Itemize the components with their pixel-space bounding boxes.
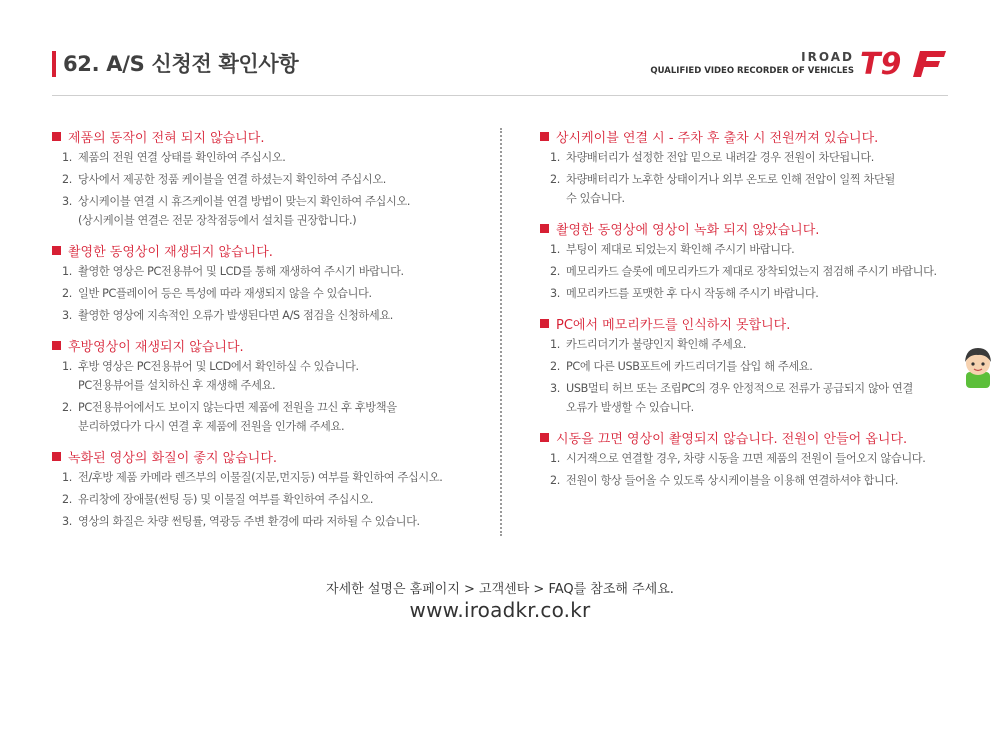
header-rule (52, 95, 948, 96)
item-text-line: (상시케이블 연결은 전문 장착점등에서 설치를 권장합니다.) (78, 214, 357, 227)
item-number: 3. (550, 287, 560, 300)
item-number: 3. (62, 515, 72, 528)
item-text (78, 512, 492, 531)
faq-section (540, 126, 960, 208)
item-number: 1. (550, 243, 560, 256)
right-column (540, 126, 960, 500)
item-text-line: 촬영한 영상은 PC전용뷰어 및 LCD를 통해 재생하여 주시기 바랍니다. (78, 265, 404, 278)
list-item (52, 284, 492, 303)
item-text-line: 상시케이블 연결 시 휴즈케이블 연결 방법이 맞는지 확인하여 주십시오. (78, 195, 411, 208)
list-item (540, 170, 960, 208)
section-heading (52, 335, 492, 355)
item-text-line: 오류가 발생할 수 있습니다. (566, 401, 694, 414)
brand-tagline: QUALIFIED VIDEO RECORDER OF VEHICLES (650, 66, 854, 76)
logo-text: T9 (860, 47, 902, 79)
list-item (540, 240, 960, 259)
item-text (566, 357, 960, 376)
list-item (540, 262, 960, 281)
item-text (566, 471, 960, 490)
section-heading-text: 제품의 동작이 전혀 되지 않습니다. (68, 130, 265, 146)
item-text-line: 분리하였다가 다시 연결 후 제품에 전원을 인가해 주세요. (78, 420, 345, 433)
item-number: 2. (62, 401, 72, 414)
item-text-line: PC에 다른 USB포트에 카드리더기를 삽입 해 주세요. (566, 360, 813, 373)
item-number: 1. (62, 360, 72, 373)
list-item (540, 148, 960, 167)
item-number: 2. (550, 173, 560, 186)
red-square-icon (540, 224, 549, 233)
red-square-icon (52, 452, 61, 461)
list-item (52, 490, 492, 509)
faq-section (52, 446, 492, 531)
red-square-icon (52, 132, 61, 141)
item-text-line: 차량배터리가 노후한 상태이거나 외부 온도로 인해 전압이 일찍 차단될 (566, 173, 895, 186)
item-number: 3. (62, 195, 72, 208)
section-heading (540, 218, 960, 238)
list-item (540, 471, 960, 490)
brand-name: IROAD (801, 50, 854, 64)
item-number: 3. (62, 309, 72, 322)
section-heading-text: 촬영한 동영상이 재생되지 않습니다. (68, 244, 273, 260)
item-text-line: 일반 PC플레이어 등은 특성에 따라 재생되지 않을 수 있습니다. (78, 287, 372, 300)
item-number: 1. (550, 151, 560, 164)
item-text (78, 490, 492, 509)
item-text (566, 335, 960, 354)
item-number: 2. (550, 265, 560, 278)
item-number: 2. (550, 474, 560, 487)
list-item (540, 284, 960, 303)
item-text-line: 메모리카드 슬롯에 메모리카드가 제대로 장착되었는지 점검해 주시기 바랍니다. (566, 265, 937, 278)
item-text (566, 262, 960, 281)
item-text (78, 148, 492, 167)
section-heading-text: 시동을 끄면 영상이 촬영되지 않습니다. 전원이 안들어 옵니다. (556, 431, 908, 447)
list-item (52, 306, 492, 325)
list-item (52, 192, 492, 230)
faq-section (52, 126, 492, 230)
item-text (566, 170, 960, 208)
section-heading (52, 240, 492, 260)
section-heading-text: 후방영상이 재생되지 않습니다. (68, 339, 244, 355)
item-text (78, 284, 492, 303)
faq-section (52, 240, 492, 325)
item-text-line: 후방 영상은 PC전용뷰어 및 LCD에서 확인하실 수 있습니다. (78, 360, 359, 373)
left-column (52, 126, 492, 541)
item-text (78, 192, 492, 230)
item-text (78, 262, 492, 281)
item-number: 1. (62, 151, 72, 164)
item-text-line: 촬영한 영상에 지속적인 오류가 발생된다면 A/S 점검을 신청하세요. (78, 309, 394, 322)
item-text-line: 영상의 화질은 차량 썬팅률, 역광등 주변 환경에 따라 저하될 수 있습니다. (78, 515, 420, 528)
title-accent-bar (52, 51, 56, 77)
item-text (566, 379, 960, 417)
section-heading (540, 313, 960, 333)
item-text-line: PC전용뷰어에서도 보이지 않는다면 제품에 전원을 끄신 후 후방책을 (78, 401, 397, 414)
item-text-line: 유리창에 장애물(썬팅 등) 및 이물질 여부를 확인하여 주십시오. (78, 493, 374, 506)
item-number: 1. (550, 452, 560, 465)
column-divider (500, 128, 502, 536)
item-number: 1. (62, 265, 72, 278)
item-text-line: 수 있습니다. (566, 192, 625, 205)
list-item (52, 357, 492, 395)
brand-block (650, 47, 948, 81)
item-number: 1. (62, 471, 72, 484)
item-text (566, 284, 960, 303)
item-text-line: USB멀티 허브 또는 조립PC의 경우 안정적으로 전류가 공급되지 않아 연결 (566, 382, 913, 395)
red-square-icon (540, 319, 549, 328)
section-heading (52, 126, 492, 146)
item-text-line: 카드리더기가 불량인지 확인해 주세요. (566, 338, 747, 351)
red-square-icon (540, 433, 549, 442)
item-text-line: 부팅이 제대로 되었는지 확인해 주시기 바랍니다. (566, 243, 795, 256)
child-avatar-icon (958, 344, 998, 388)
item-text (78, 398, 492, 436)
list-item (52, 512, 492, 531)
faq-section (540, 218, 960, 303)
section-heading (540, 427, 960, 447)
item-number: 3. (550, 382, 560, 395)
list-item (52, 262, 492, 281)
item-text-line: 전원이 항상 들어올 수 있도록 상시케이블을 이용해 연결하셔야 합니다. (566, 474, 899, 487)
list-item (52, 468, 492, 487)
item-text (78, 170, 492, 189)
list-item (52, 398, 492, 436)
section-heading-text: PC에서 메모리카드를 인식하지 못합니다. (556, 317, 791, 333)
page-title: 62. A/S 신청전 확인사항 (63, 52, 299, 76)
item-text (78, 357, 492, 395)
item-text (78, 468, 492, 487)
item-text (78, 306, 492, 325)
section-heading-text: 녹화된 영상의 화질이 좋지 않습니다. (68, 450, 278, 466)
footer-url[interactable]: www.iroadkr.co.kr (409, 598, 591, 622)
faq-section (540, 427, 960, 490)
item-text (566, 449, 960, 468)
item-text (566, 240, 960, 259)
item-text-line: 제품의 전원 연결 상태를 확인하여 주십시오. (78, 151, 286, 164)
footer-note: 자세한 설명은 홈페이지 > 고객센타 > FAQ를 참조해 주세요. (326, 582, 674, 597)
faq-section (52, 335, 492, 436)
faq-section (540, 313, 960, 417)
item-text-line: 전/후방 제품 카메라 렌즈부의 이물질(지문,먼지등) 여부를 확인하여 주십시오. (78, 471, 443, 484)
item-number: 2. (62, 287, 72, 300)
item-number: 2. (62, 173, 72, 186)
item-text (566, 148, 960, 167)
item-text-line: 메모리카드를 포맷한 후 다시 작동해 주시기 바랍니다. (566, 287, 819, 300)
item-number: 1. (550, 338, 560, 351)
t9-logo-icon (860, 47, 948, 79)
logo-f-mark (913, 51, 946, 77)
list-item (52, 148, 492, 167)
list-item (540, 335, 960, 354)
item-text-line: 차량배터리가 설정한 전압 밑으로 내려갈 경우 전원이 차단됩니다. (566, 151, 874, 164)
item-number: 2. (550, 360, 560, 373)
item-number: 2. (62, 493, 72, 506)
red-square-icon (540, 132, 549, 141)
red-square-icon (52, 246, 61, 255)
section-heading (52, 446, 492, 466)
section-heading-text: 상시케이블 연결 시 - 주차 후 출차 시 전원꺼져 있습니다. (556, 130, 879, 146)
item-text-line: PC전용뷰어를 설치하신 후 재생해 주세요. (78, 379, 276, 392)
section-heading (540, 126, 960, 146)
list-item (52, 170, 492, 189)
section-heading-text: 촬영한 동영상에 영상이 녹화 되지 않았습니다. (556, 222, 820, 238)
red-square-icon (52, 341, 61, 350)
item-text-line: 당사에서 제공한 정품 케이블을 연결 하셨는지 확인하여 주십시오. (78, 173, 386, 186)
item-text-line: 시거잭으로 연결할 경우, 차량 시동을 끄면 제품의 전원이 들어오지 않습니다. (566, 452, 926, 465)
list-item (540, 449, 960, 468)
list-item (540, 357, 960, 376)
list-item (540, 379, 960, 417)
